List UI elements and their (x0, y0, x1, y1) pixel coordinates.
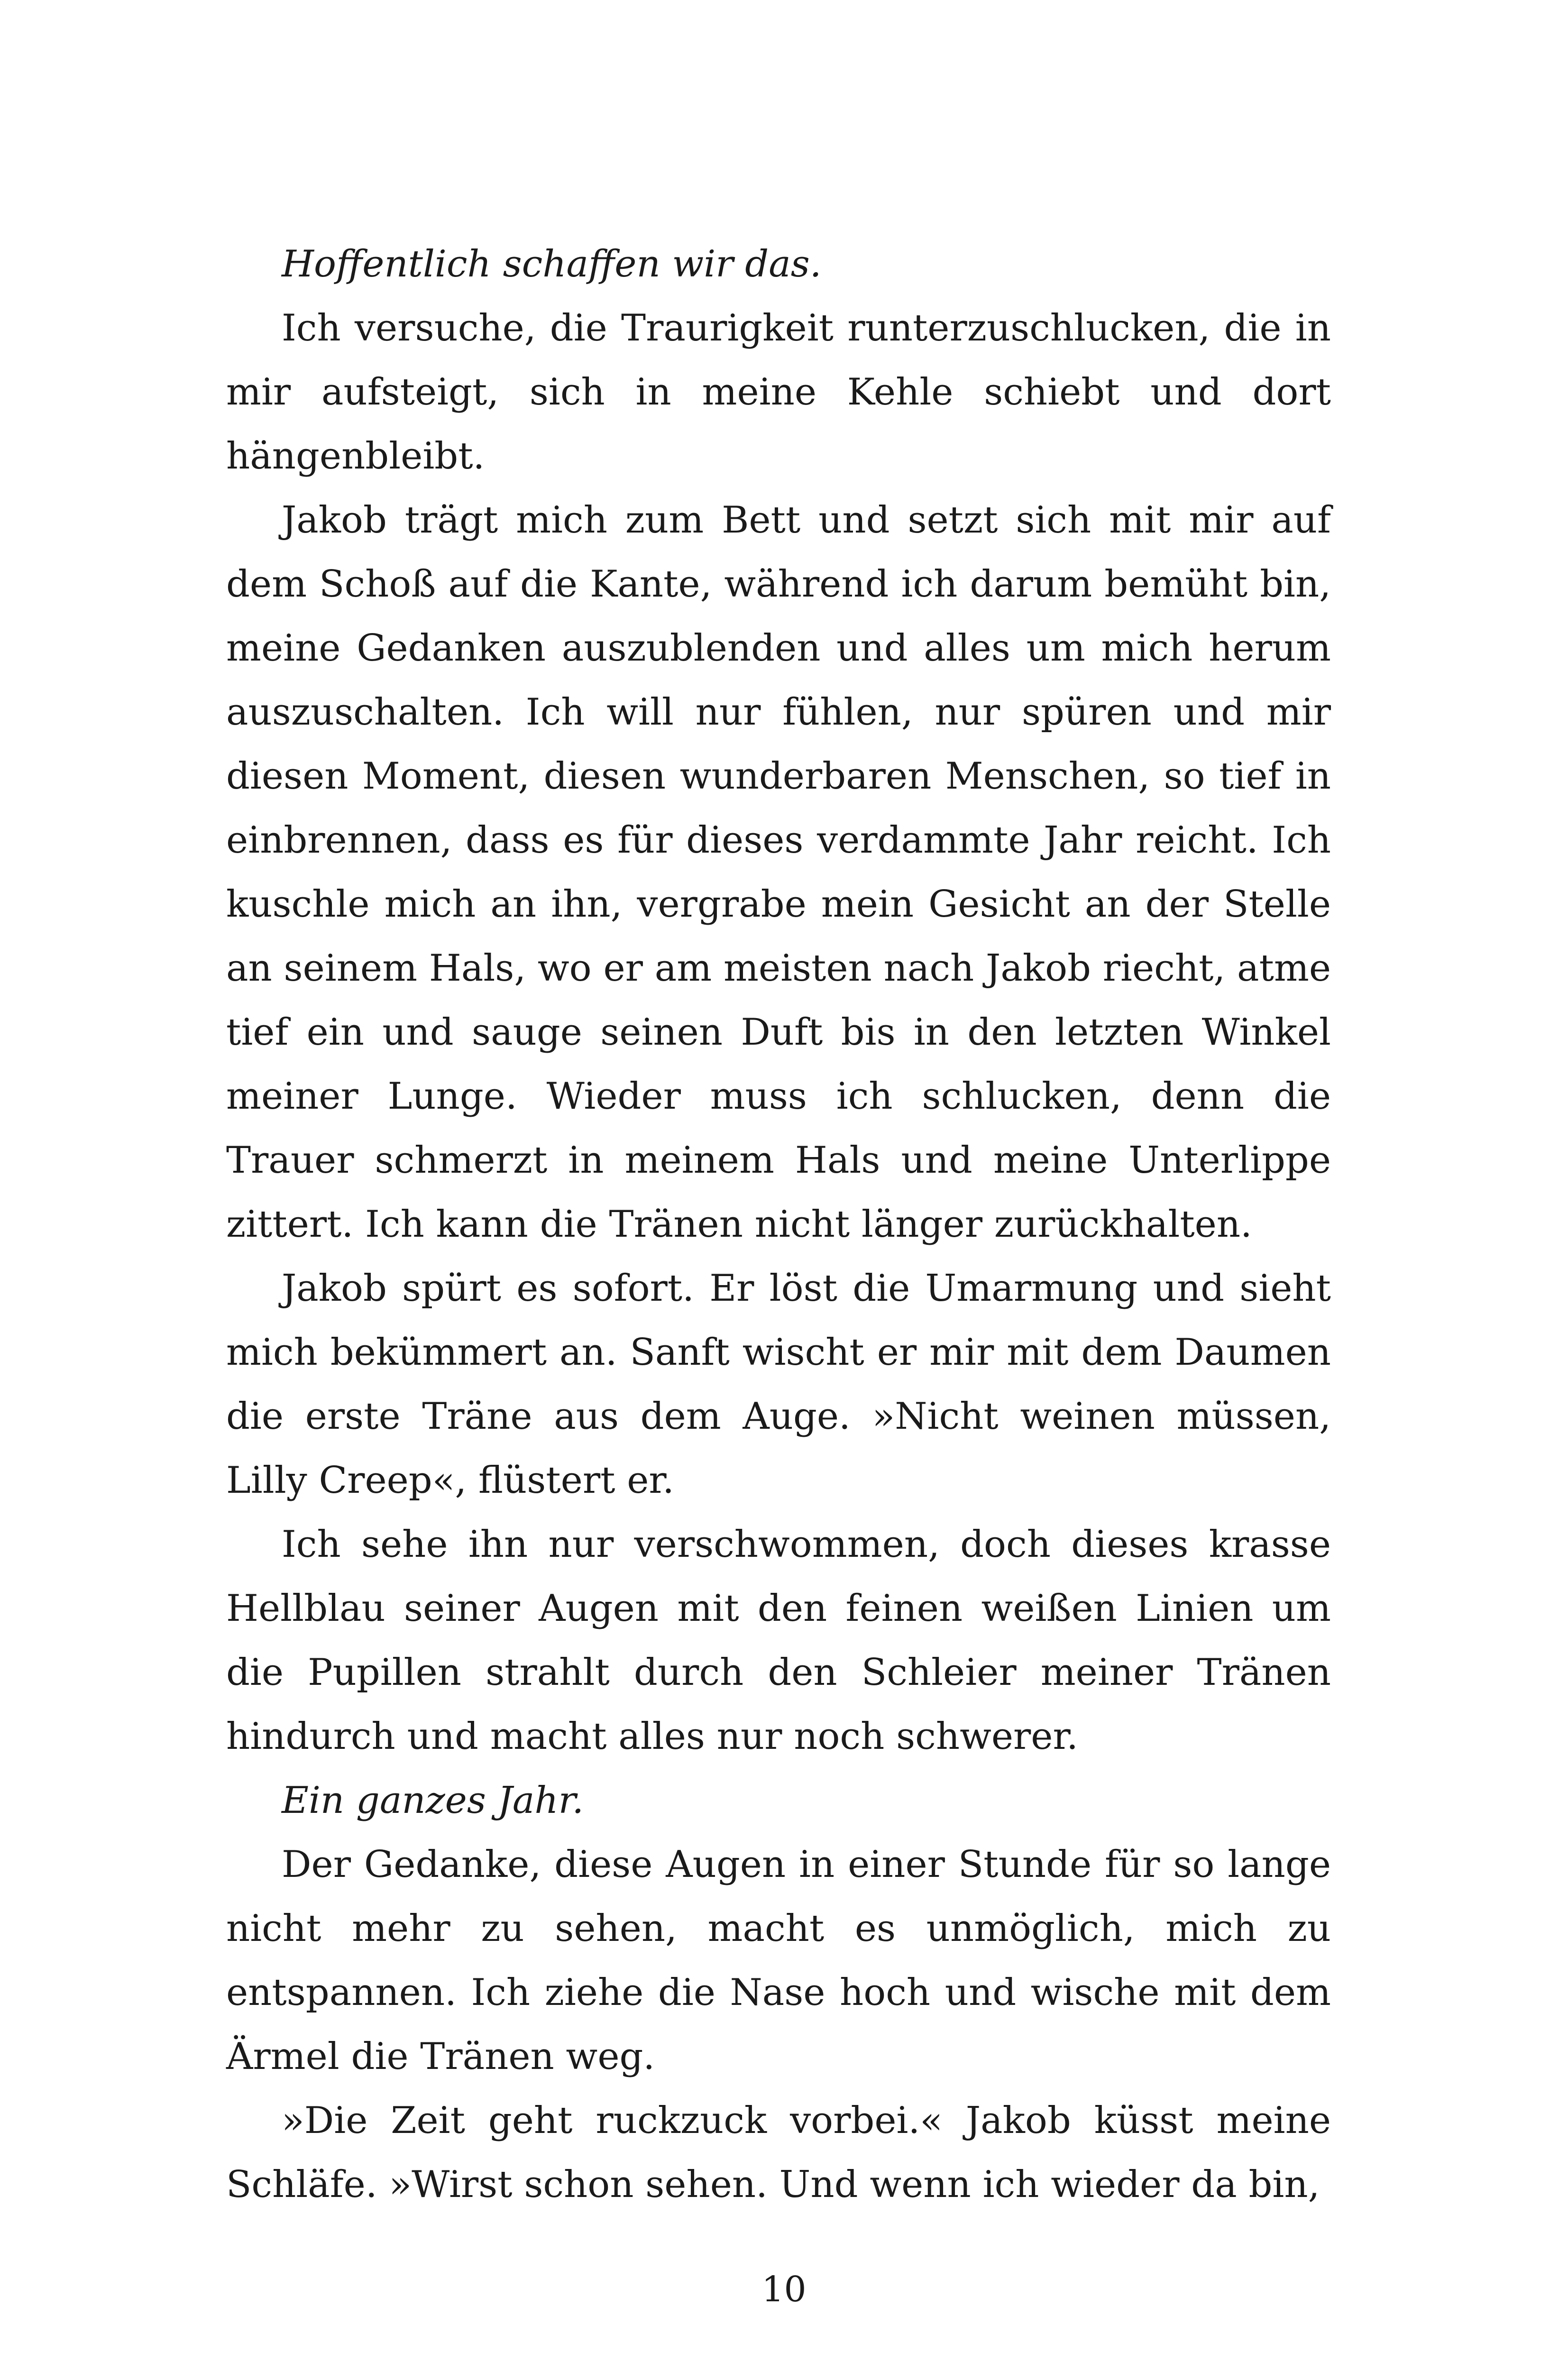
paragraph: Ich sehe ihn nur verschwommen, doch dieses krasse Hellblau seiner Augen mit den feinen weißen Linien um die Pupillen strahlt durch den Schleier meiner Tränen hindurch und macht alles nur noch schwerer. (226, 1523, 1331, 1758)
page-number: 10 (761, 2269, 807, 2310)
paragraph: Jakob spürt es sofort. Er löst die Umarmung und sieht mich bekümmert an. Sanft wischt er mir mit dem Daumen die erste Träne aus dem Auge. »Nicht weinen müssen, Lilly Creep«, flüstert er. (226, 1267, 1331, 1502)
paragraph: Der Gedanke, diese Augen in einer Stunde für so lange nicht mehr zu sehen, macht es unmöglich, mich zu entspannen. Ich ziehe die Nase hoch und wische mit dem Ärmel die Tränen weg. (226, 1843, 1331, 2078)
body-text (226, 232, 1331, 2217)
paragraph-thought-1: Hoffentlich schaffen wir das. (282, 243, 822, 285)
paragraph: »Die Zeit geht ruckzuck vorbei.« Jakob küsst meine Schläfe. »Wirst schon sehen. Und wenn ich wieder da bin, (226, 2099, 1331, 2206)
paragraph: Ich versuche, die Traurigkeit runterzuschlucken, die in mir aufsteigt, sich in meine Kehle schiebt und dort hängenbleibt. (226, 307, 1331, 478)
paragraph-thought-2: Ein ganzes Jahr. (282, 1779, 584, 1822)
paragraph: Jakob trägt mich zum Bett und setzt sich mit mir auf dem Schoß auf die Kante, während ich darum bemüht bin, meine Gedanken auszublenden und alles um mich herum auszuschalten. Ich will nur fühlen, nur spüren und mir diesen Moment, diesen wunderbaren Menschen, so tief in einbrennen, dass es für dieses verdammte Jahr reicht. Ich kuschle mich an ihn, vergrabe mein Gesicht an der Stelle an seinem Hals, wo er am meisten nach Jakob riecht, atme tief ein und sauge seinen Duft bis in den letzten Winkel meiner Lunge. Wieder muss ich schlucken, denn die Trauer schmerzt in meinem Hals und meine Unterlippe zittert. Ich kann die Tränen nicht länger zurückhalten. (226, 499, 1331, 1246)
